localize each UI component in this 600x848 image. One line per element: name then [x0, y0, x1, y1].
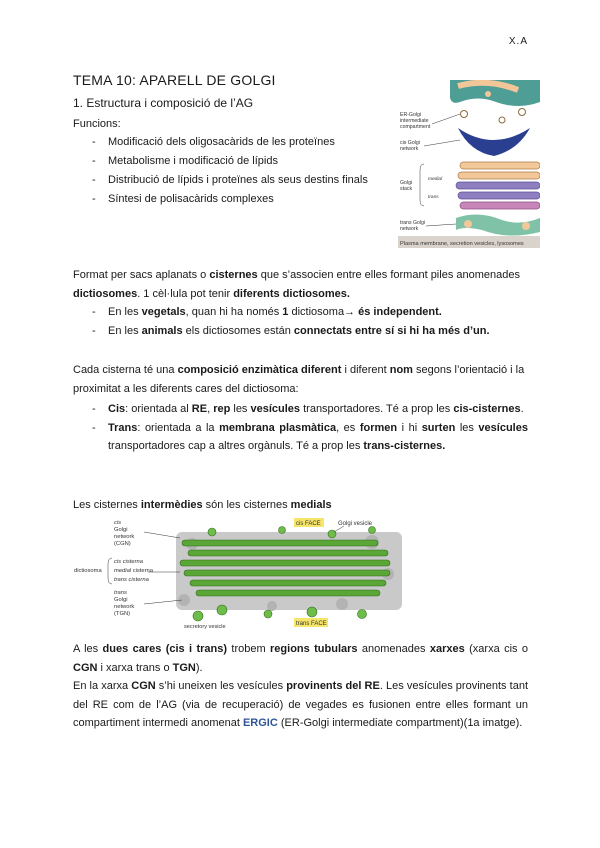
svg-text:medial: medial — [428, 177, 443, 182]
list-item: - Metabolisme i modificació de lípids — [92, 155, 368, 174]
list-item: - Síntesi de polisacàrids complexes — [92, 193, 368, 212]
ergic-term: ERGIC — [242, 717, 278, 729]
svg-text:cis: cis — [114, 520, 122, 526]
dictiosoma-label: dictiosoma — [74, 568, 102, 574]
list-item: - Distribució de lípids i proteïnes als seus destins finals — [92, 174, 368, 193]
list-item-trans: - Trans: orientada a la membrana plasmàtica, es formen i hi surten les vesícules transportadores cap a altres orgànuls. Té a prop les trans-cisternes. — [92, 419, 528, 456]
svg-text:medial cisterna: medial cisterna — [114, 568, 153, 574]
secretory-vesicle-label: secretory vesicle — [184, 624, 226, 630]
svg-text:Golginetwork(CGN): Golgi network (CGN) — [114, 527, 135, 547]
funcions-heading: Funcions: — [73, 118, 121, 130]
cis-trans-list — [92, 400, 528, 456]
paragraph-medials: Les cisternes intermèdies són les cisternes medials — [73, 499, 332, 511]
dictiosome-diagram-figure — [72, 514, 402, 632]
figure1-bottom-label: Plasma membrane, secretion vesicles, lysosomes — [400, 241, 524, 247]
svg-text:trans: trans — [114, 590, 127, 596]
svg-text:cis cisterna: cis cisterna — [114, 559, 143, 565]
svg-text:Golgistack: Golgi stack — [400, 180, 413, 192]
cis-face-label: cis FACE — [296, 521, 321, 527]
paragraph-cisterna: Cada cisterna té una composició enzimàtica diferent i diferent nom segons l’orientació i la proximitat a les diferents cares del dictiosoma: — [73, 364, 525, 395]
page-title: TEMA 10: APARELL DE GOLGI — [73, 72, 276, 88]
trans-face-label: trans FACE — [296, 621, 327, 627]
golgi-diagram-figure — [398, 80, 540, 248]
header-initials: X.A — [508, 36, 528, 47]
svg-text:cis Golginetwork: cis Golgi network — [400, 140, 420, 152]
list-item: - Modificació dels oligosacàrids de les proteïnes — [92, 136, 368, 155]
section-heading: 1. Estructura i composició de l’AG — [73, 96, 254, 110]
dictiosome-list — [92, 303, 532, 340]
golgi-vesicle-label: Golgi vesicle — [338, 521, 373, 527]
svg-text:ER-Golgiintermediatecompartmen: ER-Golgi intermediate compartment — [400, 112, 431, 130]
list-item-cis: - Cis: orientada al RE, rep les vesícules transportadores. Té a prop les cis-cisternes. — [92, 400, 528, 419]
svg-text:trans cisterna: trans cisterna — [114, 577, 149, 583]
svg-text:trans Golginetwork: trans Golgi network — [400, 220, 426, 232]
list-item: - En les vegetals, quan hi ha només 1 dictiosoma→ és independent. — [92, 303, 532, 322]
list-item: - En les animals els dictiosomes están connectats entre sí si hi ha més d’un. — [92, 322, 532, 341]
svg-text:trans: trans — [428, 195, 439, 200]
paragraph-dictiosomes: Format per sacs aplanats o cisternes que s’associen entre elles formant piles anomenades dictiosomes. 1 cèl·lula pot tenir diferents dictiosomes. — [73, 269, 520, 300]
svg-text:Golginetwork(TGN): Golgi network (TGN) — [114, 597, 135, 617]
paragraph-xarxes: A les dues cares (cis i trans) trobem regions tubulars anomenades xarxes (xarxa cis o CGN i xarxa trans o TGN). En la xarxa CGN s’hi uneixen les vesícules provinents del RE. Les vesícules provinents tant del RE com de l’AG (via de recuperació) de vegades es fusionen entre elles formant un compartiment intermedi anomenat ERGIC (ER-Golgi intermediate compartment)(1a imatge). — [73, 643, 529, 729]
funcions-list — [92, 136, 368, 212]
